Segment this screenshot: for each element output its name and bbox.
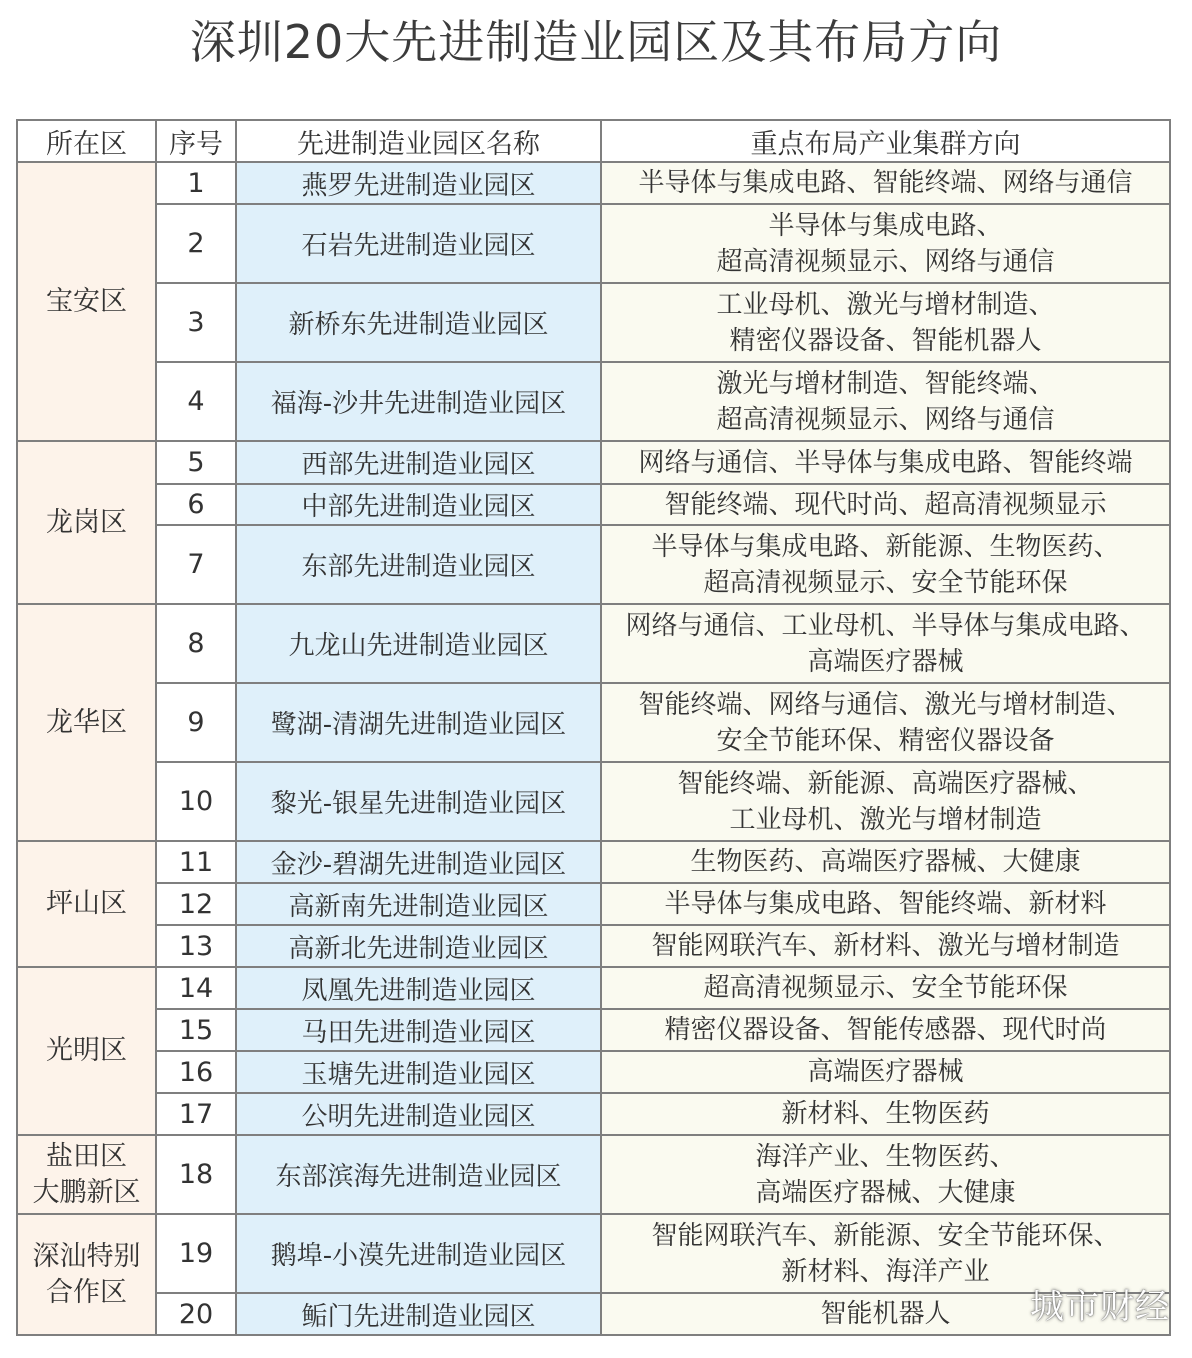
industry-direction-line: 智能终端、新能源、高端医疗器械、 (677, 768, 1094, 799)
table-row (17, 1293, 1170, 1335)
district-name: 盐田区 (46, 1140, 127, 1172)
district-cell (17, 967, 156, 1135)
district-name: 龙华区 (46, 706, 127, 738)
industry-direction-line: 高端医疗器械 (807, 1057, 964, 1087)
park-number: 9 (156, 683, 236, 762)
district-cell (17, 441, 156, 604)
table-row (17, 1214, 1170, 1293)
industry-direction (601, 283, 1170, 362)
park-name: 金沙-碧湖先进制造业园区 (236, 841, 601, 883)
table-row (17, 1135, 1170, 1214)
table-row (17, 204, 1170, 283)
park-number: 11 (156, 841, 236, 883)
table-row (17, 283, 1170, 362)
industry-direction-line: 网络与通信、半导体与集成电路、智能终端 (638, 447, 1133, 478)
industry-direction-line: 智能网联汽车、新材料、激光与增材制造 (651, 931, 1120, 961)
district-name: 光明区 (46, 1035, 127, 1066)
industry-direction (601, 841, 1170, 883)
park-name: 福海-沙井先进制造业园区 (236, 362, 601, 441)
industry-direction-line: 智能终端、网络与通信、激光与增材制造、 (638, 689, 1133, 720)
district-name: 深汕特别 (32, 1240, 141, 1272)
parks-table (16, 119, 1171, 1336)
industry-direction (601, 162, 1170, 204)
park-name: 新桥东先进制造业园区 (236, 283, 601, 362)
park-name: 黎光-银星先进制造业园区 (236, 762, 601, 841)
park-number: 15 (156, 1009, 236, 1051)
park-number: 8 (156, 604, 236, 683)
district-name: 大鹏新区 (32, 1176, 141, 1208)
park-number: 18 (156, 1135, 236, 1214)
page-title: 深圳20大先进制造业园区及其布局方向 (189, 15, 1003, 69)
industry-direction (601, 525, 1170, 604)
table-row (17, 883, 1170, 925)
industry-direction-line: 半导体与集成电路、智能终端、新材料 (664, 889, 1107, 919)
header-number: 序号 (156, 120, 236, 162)
table-row (17, 604, 1170, 683)
park-number: 5 (156, 441, 236, 484)
park-number: 14 (156, 967, 236, 1009)
park-number: 13 (156, 925, 236, 967)
parks-table-body (17, 162, 1170, 1335)
watermark: 城市财经 (1030, 1287, 1170, 1327)
industry-direction-line: 高端医疗器械 (807, 646, 964, 677)
park-number: 4 (156, 362, 236, 441)
industry-direction-line: 智能网联汽车、新能源、安全节能环保、 (651, 1220, 1120, 1251)
table-row (17, 1051, 1170, 1093)
industry-direction-line: 海洋产业、生物医药、 (755, 1141, 1016, 1172)
header-park-name: 先进制造业园区名称 (236, 120, 601, 162)
park-name: 西部先进制造业园区 (236, 441, 601, 484)
table-row (17, 925, 1170, 967)
park-name: 石岩先进制造业园区 (236, 204, 601, 283)
industry-direction-line: 半导体与集成电路、智能终端、网络与通信 (638, 168, 1133, 198)
industry-direction-line: 网络与通信、工业母机、半导体与集成电路、 (625, 610, 1146, 641)
district-cell (17, 841, 156, 967)
table-row (17, 1009, 1170, 1051)
table-row (17, 484, 1170, 525)
park-number: 16 (156, 1051, 236, 1093)
industry-direction-line: 智能机器人 (820, 1299, 951, 1329)
park-name: 公明先进制造业园区 (236, 1093, 601, 1135)
table-row (17, 162, 1170, 204)
industry-direction (601, 604, 1170, 683)
header-row (17, 120, 1170, 162)
park-number: 7 (156, 525, 236, 604)
park-name: 鲘门先进制造业园区 (236, 1293, 601, 1335)
park-name: 高新北先进制造业园区 (236, 925, 601, 967)
park-name: 燕罗先进制造业园区 (236, 162, 601, 204)
table-row (17, 841, 1170, 883)
table-row (17, 441, 1170, 484)
park-name: 东部滨海先进制造业园区 (236, 1135, 601, 1214)
table-row (17, 525, 1170, 604)
header-industry-direction: 重点布局产业集群方向 (601, 120, 1170, 162)
table-row (17, 967, 1170, 1009)
industry-direction (601, 683, 1170, 762)
industry-direction (601, 762, 1170, 841)
header-district: 所在区 (17, 120, 156, 162)
industry-direction (601, 967, 1170, 1009)
industry-direction-line: 超高清视频显示、网络与通信 (716, 404, 1055, 435)
industry-direction (601, 1093, 1170, 1135)
park-number: 2 (156, 204, 236, 283)
district-name: 坪山区 (46, 888, 127, 919)
industry-direction (601, 925, 1170, 967)
park-name: 九龙山先进制造业园区 (236, 604, 601, 683)
park-number: 6 (156, 484, 236, 525)
park-number: 19 (156, 1214, 236, 1293)
industry-direction (601, 1135, 1170, 1214)
industry-direction-line: 生物医药、高端医疗器械、大健康 (690, 847, 1081, 877)
industry-direction-line: 超高清视频显示、网络与通信 (716, 246, 1055, 277)
industry-direction-line: 激光与增材制造、智能终端、 (716, 368, 1055, 399)
park-name: 马田先进制造业园区 (236, 1009, 601, 1051)
table-row (17, 362, 1170, 441)
park-number: 1 (156, 162, 236, 204)
park-number: 10 (156, 762, 236, 841)
industry-direction (601, 484, 1170, 525)
park-number: 20 (156, 1293, 236, 1335)
district-cell (17, 1135, 156, 1214)
industry-direction (601, 441, 1170, 484)
industry-direction (601, 204, 1170, 283)
industry-direction-line: 工业母机、激光与增材制造 (729, 804, 1042, 835)
park-name: 东部先进制造业园区 (236, 525, 601, 604)
park-name: 凤凰先进制造业园区 (236, 967, 601, 1009)
park-name: 高新南先进制造业园区 (236, 883, 601, 925)
park-name: 中部先进制造业园区 (236, 484, 601, 525)
industry-direction-line: 安全节能环保、精密仪器设备 (716, 725, 1055, 756)
industry-direction-line: 半导体与集成电路、 (768, 210, 1003, 241)
park-number: 12 (156, 883, 236, 925)
park-name: 玉塘先进制造业园区 (236, 1051, 601, 1093)
district-cell (17, 1214, 156, 1335)
industry-direction-line: 智能终端、现代时尚、超高清视频显示 (664, 489, 1107, 520)
industry-direction (601, 1009, 1170, 1051)
table-row (17, 683, 1170, 762)
district-name: 龙岗区 (46, 506, 127, 538)
industry-direction-line: 精密仪器设备、智能传感器、现代时尚 (664, 1015, 1107, 1045)
table-row (17, 1093, 1170, 1135)
industry-direction-line: 超高清视频显示、安全节能环保 (703, 973, 1068, 1003)
table-row (17, 762, 1170, 841)
park-number: 3 (156, 283, 236, 362)
industry-direction-line: 工业母机、激光与增材制造、 (716, 289, 1055, 320)
industry-direction-line: 新材料、生物医药 (781, 1099, 990, 1129)
industry-direction (601, 883, 1170, 925)
district-name: 合作区 (46, 1276, 127, 1308)
industry-direction-line: 新材料、海洋产业 (781, 1256, 990, 1287)
park-number: 17 (156, 1093, 236, 1135)
industry-direction (601, 362, 1170, 441)
industry-direction-line: 精密仪器设备、智能机器人 (729, 325, 1042, 356)
industry-direction (601, 1051, 1170, 1093)
industry-direction-line: 超高清视频显示、安全节能环保 (703, 567, 1068, 598)
park-name: 鹅埠-小漠先进制造业园区 (236, 1214, 601, 1293)
industry-direction-line: 高端医疗器械、大健康 (755, 1177, 1016, 1208)
industry-direction-line: 半导体与集成电路、新能源、生物医药、 (651, 531, 1120, 562)
district-cell (17, 162, 156, 441)
park-name: 鹭湖-清湖先进制造业园区 (236, 683, 601, 762)
district-cell (17, 604, 156, 841)
district-name: 宝安区 (46, 285, 127, 317)
